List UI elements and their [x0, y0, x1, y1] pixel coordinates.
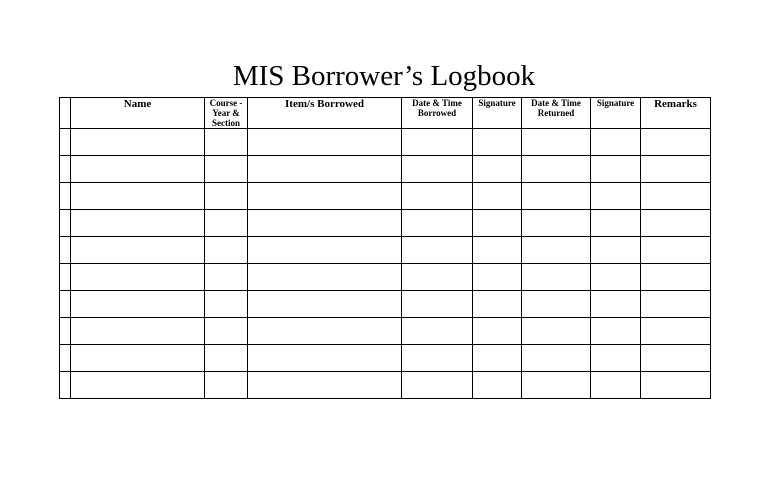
cell-course[interactable] [205, 237, 248, 264]
cell-sig2[interactable] [591, 237, 641, 264]
cell-returned[interactable] [522, 264, 591, 291]
cell-sig2[interactable] [591, 129, 641, 156]
cell-borrowed[interactable] [402, 291, 473, 318]
cell-borrowed[interactable] [402, 237, 473, 264]
table-header-row [60, 98, 711, 129]
cell-num[interactable] [60, 210, 71, 237]
cell-num[interactable] [60, 129, 71, 156]
cell-sig2[interactable] [591, 183, 641, 210]
cell-borrowed[interactable] [402, 318, 473, 345]
cell-remarks[interactable] [641, 372, 711, 399]
cell-num[interactable] [60, 237, 71, 264]
cell-num[interactable] [60, 264, 71, 291]
cell-num[interactable] [60, 372, 71, 399]
cell-items[interactable] [248, 129, 402, 156]
cell-items[interactable] [248, 237, 402, 264]
header-name: Name [71, 98, 205, 129]
cell-name[interactable] [71, 129, 205, 156]
cell-items[interactable] [248, 156, 402, 183]
cell-sig1[interactable] [473, 291, 522, 318]
header-course-year-section: Course - Year & Section [205, 98, 248, 129]
cell-items[interactable] [248, 372, 402, 399]
cell-sig2[interactable] [591, 291, 641, 318]
cell-sig2[interactable] [591, 210, 641, 237]
cell-returned[interactable] [522, 372, 591, 399]
cell-name[interactable] [71, 156, 205, 183]
table-row [60, 156, 711, 183]
table-body [60, 129, 711, 399]
header-remarks: Remarks [641, 98, 711, 129]
cell-name[interactable] [71, 183, 205, 210]
header-number [60, 98, 71, 129]
header-date-time-borrowed: Date & Time Borrowed [402, 98, 473, 129]
table-row [60, 291, 711, 318]
table-row [60, 129, 711, 156]
cell-name[interactable] [71, 318, 205, 345]
cell-num[interactable] [60, 156, 71, 183]
cell-borrowed[interactable] [402, 210, 473, 237]
cell-remarks[interactable] [641, 156, 711, 183]
cell-returned[interactable] [522, 156, 591, 183]
cell-course[interactable] [205, 345, 248, 372]
cell-borrowed[interactable] [402, 183, 473, 210]
borrower-logbook-table [59, 97, 711, 399]
cell-course[interactable] [205, 264, 248, 291]
cell-name[interactable] [71, 210, 205, 237]
page-title: MIS Borrower’s Logbook [232, 60, 536, 92]
cell-borrowed[interactable] [402, 156, 473, 183]
cell-sig2[interactable] [591, 372, 641, 399]
cell-remarks[interactable] [641, 318, 711, 345]
cell-borrowed[interactable] [402, 345, 473, 372]
cell-items[interactable] [248, 318, 402, 345]
cell-items[interactable] [248, 291, 402, 318]
cell-sig1[interactable] [473, 183, 522, 210]
cell-remarks[interactable] [641, 129, 711, 156]
cell-remarks[interactable] [641, 210, 711, 237]
header-date-time-returned: Date & Time Returned [522, 98, 591, 129]
cell-course[interactable] [205, 183, 248, 210]
cell-course[interactable] [205, 291, 248, 318]
cell-course[interactable] [205, 372, 248, 399]
cell-sig1[interactable] [473, 264, 522, 291]
cell-name[interactable] [71, 264, 205, 291]
cell-returned[interactable] [522, 291, 591, 318]
cell-remarks[interactable] [641, 291, 711, 318]
cell-name[interactable] [71, 372, 205, 399]
cell-sig1[interactable] [473, 345, 522, 372]
cell-returned[interactable] [522, 183, 591, 210]
cell-course[interactable] [205, 210, 248, 237]
header-items-borrowed: Item/s Borrowed [248, 98, 402, 129]
cell-borrowed[interactable] [402, 129, 473, 156]
cell-sig2[interactable] [591, 264, 641, 291]
cell-sig2[interactable] [591, 156, 641, 183]
table-row [60, 345, 711, 372]
table-row [60, 237, 711, 264]
cell-sig1[interactable] [473, 129, 522, 156]
cell-name[interactable] [71, 291, 205, 318]
table-row [60, 264, 711, 291]
cell-returned[interactable] [522, 318, 591, 345]
cell-sig1[interactable] [473, 237, 522, 264]
cell-num[interactable] [60, 291, 71, 318]
cell-items[interactable] [248, 264, 402, 291]
header-signature-returned: Signature [591, 98, 641, 129]
cell-sig1[interactable] [473, 156, 522, 183]
cell-remarks[interactable] [641, 183, 711, 210]
cell-remarks[interactable] [641, 345, 711, 372]
cell-remarks[interactable] [641, 237, 711, 264]
cell-sig2[interactable] [591, 318, 641, 345]
cell-items[interactable] [248, 210, 402, 237]
cell-returned[interactable] [522, 129, 591, 156]
cell-num[interactable] [60, 318, 71, 345]
cell-returned[interactable] [522, 210, 591, 237]
cell-name[interactable] [71, 345, 205, 372]
cell-course[interactable] [205, 156, 248, 183]
cell-remarks[interactable] [641, 264, 711, 291]
cell-sig2[interactable] [591, 345, 641, 372]
cell-course[interactable] [205, 318, 248, 345]
cell-items[interactable] [248, 345, 402, 372]
cell-name[interactable] [71, 237, 205, 264]
table-row [60, 318, 711, 345]
cell-num[interactable] [60, 345, 71, 372]
cell-sig1[interactable] [473, 210, 522, 237]
cell-returned[interactable] [522, 345, 591, 372]
cell-sig1[interactable] [473, 372, 522, 399]
cell-items[interactable] [248, 183, 402, 210]
cell-num[interactable] [60, 183, 71, 210]
cell-sig1[interactable] [473, 318, 522, 345]
table-row [60, 372, 711, 399]
cell-borrowed[interactable] [402, 264, 473, 291]
cell-course[interactable] [205, 129, 248, 156]
table-row [60, 210, 711, 237]
table-row [60, 183, 711, 210]
header-signature-borrowed: Signature [473, 98, 522, 129]
cell-borrowed[interactable] [402, 372, 473, 399]
cell-returned[interactable] [522, 237, 591, 264]
